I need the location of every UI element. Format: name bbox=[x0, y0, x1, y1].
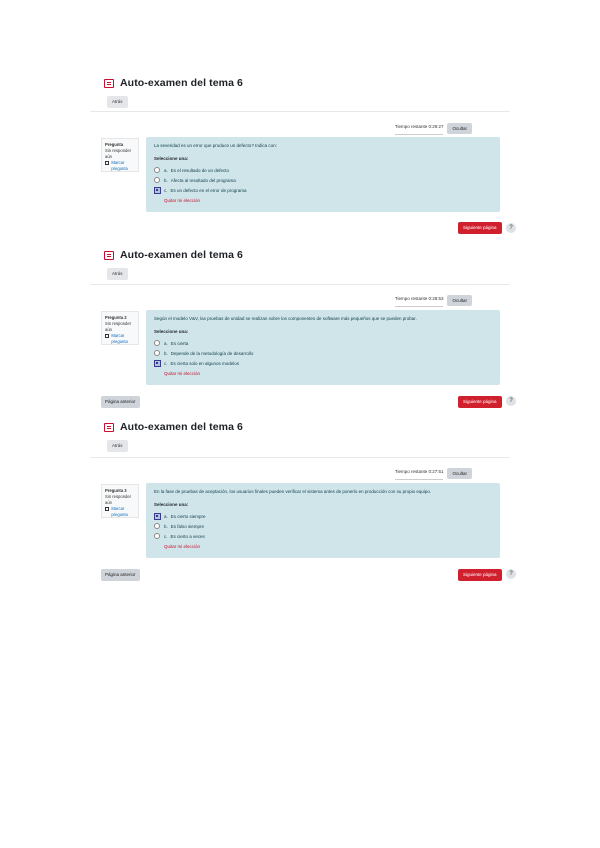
option-text: Es cierto siempre bbox=[170, 513, 206, 519]
selected-checkbox[interactable] bbox=[154, 513, 161, 520]
select-label: Seleccione una: bbox=[154, 329, 189, 334]
question-text: Según el modelo V&V, las pruebas de unidad se realizan sobre los componentes de software más pequeños que se pueden probar. bbox=[154, 316, 417, 321]
divider bbox=[90, 111, 510, 112]
quiz-icon bbox=[104, 251, 114, 260]
radio-button[interactable] bbox=[154, 523, 160, 529]
option-text: Es cierta bbox=[170, 340, 189, 346]
option-text: Depende de la metodología de desarrollo bbox=[170, 350, 254, 356]
divider bbox=[90, 457, 510, 458]
option-text: Afecta al resultado del programa bbox=[170, 177, 236, 183]
question-info bbox=[101, 311, 139, 345]
flag-label: Marcar pregunta bbox=[111, 333, 128, 344]
quiz-header bbox=[104, 249, 243, 261]
next-page-button[interactable]: Siguiente página bbox=[458, 222, 502, 234]
answer-option-c[interactable] bbox=[154, 358, 492, 368]
timer-label: Tiempo restante 0:28:53 bbox=[395, 293, 444, 307]
option-letter: a. bbox=[164, 513, 168, 519]
flag-icon bbox=[105, 161, 109, 165]
next-page-button[interactable]: Siguiente página bbox=[458, 396, 502, 408]
answer-option-a[interactable] bbox=[154, 165, 492, 175]
flag-label: Marcar pregunta bbox=[111, 506, 128, 517]
timer bbox=[395, 122, 472, 134]
next-page-button[interactable]: Siguiente página bbox=[458, 569, 502, 581]
quiz-header bbox=[104, 421, 243, 433]
help-icon[interactable]: ? bbox=[506, 223, 516, 233]
timer bbox=[395, 467, 472, 479]
option-letter: c. bbox=[164, 187, 168, 193]
flag-icon bbox=[105, 334, 109, 338]
option-text: Es falso siempre bbox=[170, 523, 205, 529]
radio-button[interactable] bbox=[154, 167, 160, 173]
option-letter: a. bbox=[164, 340, 168, 346]
timer bbox=[395, 294, 472, 306]
question-text: La severidad es un error que produce un defecto? Indica con: bbox=[154, 143, 277, 148]
answer-option-a[interactable] bbox=[154, 338, 492, 348]
option-letter: b. bbox=[164, 177, 168, 183]
question-box bbox=[146, 310, 500, 385]
option-text: Es el resultado de un defecto bbox=[170, 167, 230, 173]
question-info bbox=[101, 484, 139, 518]
hide-timer-button[interactable]: Ocultar bbox=[447, 295, 472, 306]
question-box bbox=[146, 483, 500, 558]
flag-question[interactable] bbox=[105, 333, 135, 345]
answer-option-c[interactable] bbox=[154, 531, 492, 541]
option-letter: b. bbox=[164, 523, 168, 529]
answer-option-b[interactable] bbox=[154, 521, 492, 531]
quiz-icon bbox=[104, 79, 114, 88]
flag-icon bbox=[105, 507, 109, 511]
answer-option-c[interactable] bbox=[154, 185, 492, 195]
radio-button[interactable] bbox=[154, 340, 160, 346]
flag-question[interactable] bbox=[105, 506, 135, 518]
quiz-title: Auto-examen del tema 6 bbox=[120, 249, 243, 261]
option-text: Es un defecto en el error de programa bbox=[170, 187, 247, 193]
clear-choice-link[interactable]: Quitar mi elección bbox=[164, 198, 201, 203]
clear-choice-link[interactable]: Quitar mi elección bbox=[164, 371, 201, 376]
select-label: Seleccione una: bbox=[154, 156, 189, 161]
selected-checkbox[interactable] bbox=[154, 187, 161, 194]
option-text: Es cierta solo en algunos modelos bbox=[170, 360, 240, 366]
previous-page-button[interactable]: Página anterior bbox=[101, 569, 140, 581]
question-number: Pregunta 2 bbox=[105, 315, 127, 320]
back-button[interactable]: Atrás bbox=[107, 268, 128, 280]
radio-button[interactable] bbox=[154, 350, 160, 356]
timer-label: Tiempo restante 0:27:51 bbox=[395, 466, 444, 480]
question-number: Pregunta 3 bbox=[105, 488, 127, 493]
flag-label: Marcar pregunta bbox=[111, 160, 128, 171]
select-label: Seleccione una: bbox=[154, 502, 189, 507]
previous-page-button[interactable]: Página anterior bbox=[101, 396, 140, 408]
question-text: En la fase de pruebas de aceptación, los usuarios finales pueden verificar el sistema antes de ponerlo en producción con su propio equipo. bbox=[154, 489, 432, 494]
quiz-icon bbox=[104, 423, 114, 432]
flag-question[interactable] bbox=[105, 160, 135, 172]
answer-option-a[interactable] bbox=[154, 511, 492, 521]
question-box bbox=[146, 137, 500, 212]
timer-label: Tiempo restante 0:29:27 bbox=[395, 121, 444, 135]
back-button[interactable]: Atrás bbox=[107, 96, 128, 108]
quiz-header bbox=[104, 77, 243, 89]
option-letter: c. bbox=[164, 360, 168, 366]
hide-timer-button[interactable]: Ocultar bbox=[447, 468, 472, 479]
clear-choice-link[interactable]: Quitar mi elección bbox=[164, 544, 201, 549]
answer-option-b[interactable] bbox=[154, 348, 492, 358]
back-button[interactable]: Atrás bbox=[107, 440, 128, 452]
answer-option-b[interactable] bbox=[154, 175, 492, 185]
option-text: Es cierto a veces bbox=[170, 533, 205, 539]
question-status: Sin responder aún bbox=[105, 148, 132, 159]
help-icon[interactable]: ? bbox=[506, 396, 516, 406]
radio-button[interactable] bbox=[154, 533, 160, 539]
divider bbox=[90, 284, 510, 285]
option-letter: b. bbox=[164, 350, 168, 356]
help-icon[interactable]: ? bbox=[506, 569, 516, 579]
hide-timer-button[interactable]: Ocultar bbox=[447, 123, 472, 134]
selected-checkbox[interactable] bbox=[154, 360, 161, 367]
option-letter: c. bbox=[164, 533, 168, 539]
question-status: Sin responder aún bbox=[105, 321, 132, 332]
quiz-title: Auto-examen del tema 6 bbox=[120, 77, 243, 89]
question-info bbox=[101, 138, 139, 172]
radio-button[interactable] bbox=[154, 177, 160, 183]
quiz-title: Auto-examen del tema 6 bbox=[120, 421, 243, 433]
question-status: Sin responder aún bbox=[105, 494, 132, 505]
question-number: Pregunta bbox=[105, 142, 124, 147]
option-letter: a. bbox=[164, 167, 168, 173]
